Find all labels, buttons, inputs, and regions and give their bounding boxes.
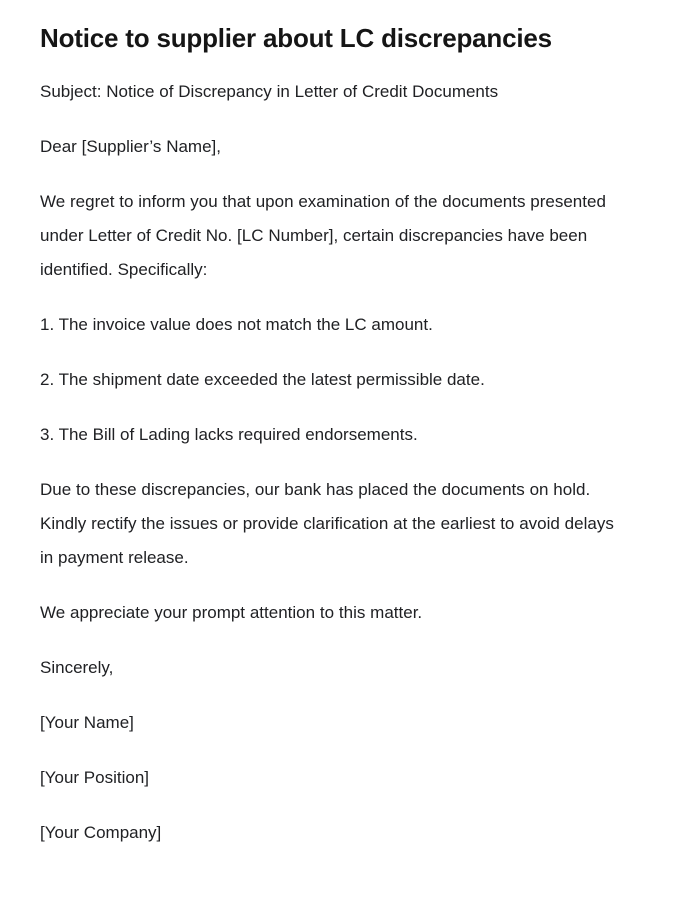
signature-company: [Your Company] xyxy=(40,822,162,842)
list-item: 1. The invoice value does not match the LC amount. xyxy=(40,314,433,334)
valediction: Sincerely, xyxy=(40,657,114,677)
subject-line: Subject: Notice of Discrepancy in Letter of Credit Documents xyxy=(40,81,499,101)
signature-name: [Your Name] xyxy=(40,712,134,732)
closing-paragraph: We appreciate your prompt attention to this matter. xyxy=(40,602,423,622)
signature-position: [Your Position] xyxy=(40,767,149,787)
salutation: Dear [Supplier’s Name], xyxy=(40,136,221,156)
discrepancy-list xyxy=(40,308,630,452)
list-item: 2. The shipment date exceeded the latest permissible date. xyxy=(40,369,485,389)
page-title: Notice to supplier about LC discrepancies xyxy=(40,23,552,53)
intro-paragraph: We regret to inform you that upon examination of the documents presented under Letter of Credit No. [LC Number], certain discrepancies have been identified. Specifically: xyxy=(40,191,606,279)
list-item: 3. The Bill of Lading lacks required endorsements. xyxy=(40,424,418,444)
action-paragraph: Due to these discrepancies, our bank has placed the documents on hold. Kindly rectify the issues or provide clarification at the earliest to avoid delays in payment release. xyxy=(40,479,614,567)
signature-block xyxy=(40,706,630,850)
